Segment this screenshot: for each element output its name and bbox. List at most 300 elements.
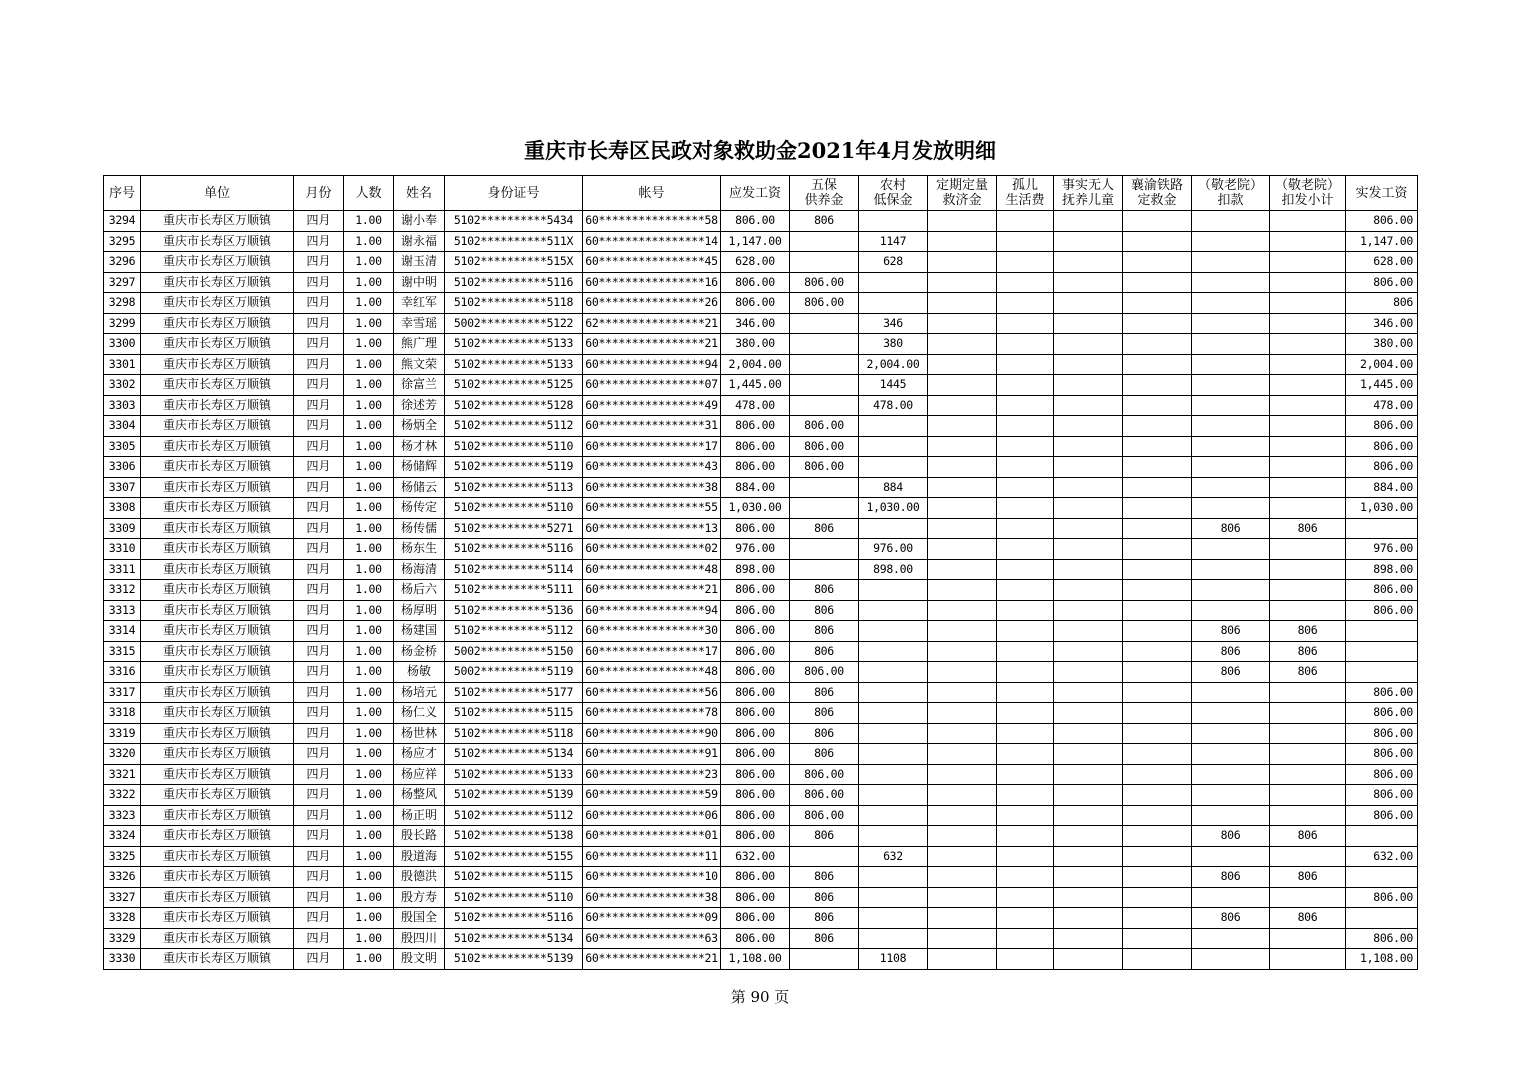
table-cell: 5102**********5155 <box>445 846 583 867</box>
table-cell: 四月 <box>294 600 344 621</box>
table-cell: 幸红军 <box>394 293 445 314</box>
table-cell: 5102**********5110 <box>445 498 583 519</box>
table-cell: 1.00 <box>344 744 394 765</box>
table-cell: 5102**********5138 <box>445 826 583 847</box>
table-cell: 1.00 <box>344 887 394 908</box>
table-cell: 806 <box>790 908 859 929</box>
table-cell <box>997 580 1054 601</box>
table-cell <box>1054 457 1123 478</box>
table-cell <box>997 436 1054 457</box>
table-cell: 60****************31 <box>583 416 721 437</box>
table-cell: 806.00 <box>1346 580 1418 601</box>
table-row <box>104 641 1418 662</box>
table-row <box>104 723 1418 744</box>
table-cell: 5102**********5177 <box>445 682 583 703</box>
table-row <box>104 600 1418 621</box>
table-cell <box>859 867 928 888</box>
table-cell: 3317 <box>104 682 141 703</box>
table-cell <box>1054 682 1123 703</box>
table-cell: 5102**********5115 <box>445 703 583 724</box>
table-cell: 3303 <box>104 395 141 416</box>
table-cell <box>1346 518 1418 539</box>
table-row <box>104 887 1418 908</box>
table-cell: 806 <box>1270 518 1346 539</box>
table-cell <box>1054 334 1123 355</box>
table-cell: 四月 <box>294 826 344 847</box>
table-cell: 5102**********5139 <box>445 785 583 806</box>
table-cell: 3296 <box>104 252 141 273</box>
table-cell: 熊文荣 <box>394 354 445 375</box>
table-cell <box>1192 498 1270 519</box>
table-cell: 四月 <box>294 846 344 867</box>
table-cell: 3299 <box>104 313 141 334</box>
table-cell <box>1270 436 1346 457</box>
table-cell: 2,004.00 <box>1346 354 1418 375</box>
table-cell: 806.00 <box>1346 785 1418 806</box>
table-cell: 重庆市长寿区万顺镇 <box>141 436 294 457</box>
table-cell: 重庆市长寿区万顺镇 <box>141 949 294 970</box>
table-cell: 5102**********5112 <box>445 621 583 642</box>
table-cell: 四月 <box>294 334 344 355</box>
table-cell: 3306 <box>104 457 141 478</box>
table-cell: 806.00 <box>790 457 859 478</box>
table-cell <box>1054 211 1123 232</box>
table-cell <box>1192 272 1270 293</box>
table-cell <box>997 518 1054 539</box>
table-cell <box>1192 457 1270 478</box>
table-cell: 四月 <box>294 539 344 560</box>
relief-fund-table <box>103 175 1418 970</box>
table-cell: 806 <box>790 826 859 847</box>
table-cell <box>928 498 997 519</box>
table-cell <box>859 887 928 908</box>
table-cell: 殷文明 <box>394 949 445 970</box>
table-cell <box>1054 436 1123 457</box>
table-cell: 60****************21 <box>583 949 721 970</box>
table-row <box>104 416 1418 437</box>
table-cell <box>1192 846 1270 867</box>
table-cell <box>1270 682 1346 703</box>
table-cell <box>1054 354 1123 375</box>
table-cell <box>997 395 1054 416</box>
table-cell: 四月 <box>294 211 344 232</box>
table-cell: 1.00 <box>344 293 394 314</box>
table-cell: 重庆市长寿区万顺镇 <box>141 600 294 621</box>
table-row <box>104 518 1418 539</box>
table-cell: 杨传定 <box>394 498 445 519</box>
table-cell <box>1270 539 1346 560</box>
table-cell: 806 <box>790 682 859 703</box>
table-cell <box>928 744 997 765</box>
table-cell: 重庆市长寿区万顺镇 <box>141 211 294 232</box>
table-cell: 806 <box>1346 293 1418 314</box>
table-cell: 谢玉清 <box>394 252 445 273</box>
table-cell: 5102**********5116 <box>445 539 583 560</box>
table-cell <box>1054 477 1123 498</box>
table-cell: 1.00 <box>344 908 394 929</box>
table-cell: 四月 <box>294 293 344 314</box>
table-cell: 806 <box>790 928 859 949</box>
table-cell: 60****************38 <box>583 477 721 498</box>
table-cell: 806 <box>1270 908 1346 929</box>
table-cell: 628.00 <box>1346 252 1418 273</box>
table-cell: 3322 <box>104 785 141 806</box>
table-row <box>104 744 1418 765</box>
table-cell <box>928 416 997 437</box>
table-cell: 1.00 <box>344 559 394 580</box>
table-cell: 806 <box>790 887 859 908</box>
table-row <box>104 949 1418 970</box>
table-cell: 3327 <box>104 887 141 908</box>
header-row <box>104 176 1418 211</box>
table-cell <box>997 826 1054 847</box>
table-cell <box>1123 334 1192 355</box>
table-cell: 976.00 <box>859 539 928 560</box>
table-cell <box>1123 723 1192 744</box>
table-cell <box>1123 477 1192 498</box>
table-row <box>104 334 1418 355</box>
table-cell: 806.00 <box>1346 600 1418 621</box>
table-cell: 3315 <box>104 641 141 662</box>
table-cell <box>1123 785 1192 806</box>
table-cell: 1.00 <box>344 498 394 519</box>
table-cell: 幸雪瑶 <box>394 313 445 334</box>
table-cell: 806.00 <box>721 600 790 621</box>
table-cell: 四月 <box>294 887 344 908</box>
table-cell: 重庆市长寿区万顺镇 <box>141 375 294 396</box>
table-cell: 杨整风 <box>394 785 445 806</box>
table-cell <box>928 662 997 683</box>
table-cell: 重庆市长寿区万顺镇 <box>141 252 294 273</box>
table-cell: 1.00 <box>344 457 394 478</box>
table-cell: 1.00 <box>344 662 394 683</box>
table-cell <box>1270 723 1346 744</box>
table-cell: 380 <box>859 334 928 355</box>
table-cell: 1.00 <box>344 600 394 621</box>
table-cell <box>1123 764 1192 785</box>
table-cell: 60****************90 <box>583 723 721 744</box>
table-cell: 重庆市长寿区万顺镇 <box>141 477 294 498</box>
table-cell: 976.00 <box>721 539 790 560</box>
table-cell: 四月 <box>294 928 344 949</box>
table-cell: 杨建国 <box>394 621 445 642</box>
table-cell <box>1054 744 1123 765</box>
table-cell <box>997 867 1054 888</box>
table-row <box>104 928 1418 949</box>
table-cell <box>1270 703 1346 724</box>
table-cell: 重庆市长寿区万顺镇 <box>141 662 294 683</box>
table-cell: 杨正明 <box>394 805 445 826</box>
table-cell: 806 <box>790 744 859 765</box>
table-cell <box>859 272 928 293</box>
table-cell <box>859 908 928 929</box>
table-cell <box>1270 313 1346 334</box>
table-cell: 60****************56 <box>583 682 721 703</box>
table-cell <box>1123 457 1192 478</box>
table-cell <box>997 682 1054 703</box>
table-cell <box>928 334 997 355</box>
table-cell: 1,147.00 <box>1346 231 1418 252</box>
table-cell <box>1123 293 1192 314</box>
table-cell <box>1270 375 1346 396</box>
table-cell: 806 <box>1192 621 1270 642</box>
table-cell <box>1054 252 1123 273</box>
table-cell <box>928 293 997 314</box>
table-cell: 5102**********5434 <box>445 211 583 232</box>
table-row <box>104 498 1418 519</box>
table-cell: 884.00 <box>721 477 790 498</box>
table-cell <box>997 477 1054 498</box>
column-header: 月份 <box>294 176 344 211</box>
table-cell: 60****************30 <box>583 621 721 642</box>
table-cell <box>928 908 997 929</box>
table-cell <box>1346 867 1418 888</box>
table-cell <box>1054 826 1123 847</box>
table-cell <box>859 518 928 539</box>
table-cell <box>1270 395 1346 416</box>
table-row <box>104 457 1418 478</box>
table-cell <box>790 231 859 252</box>
table-cell: 806.00 <box>721 764 790 785</box>
table-cell: 346.00 <box>721 313 790 334</box>
table-cell <box>790 395 859 416</box>
table-cell <box>928 764 997 785</box>
table-cell: 3325 <box>104 846 141 867</box>
table-cell: 杨厚明 <box>394 600 445 621</box>
table-cell: 1.00 <box>344 764 394 785</box>
table-cell <box>1192 785 1270 806</box>
table-cell <box>1054 928 1123 949</box>
table-cell: 60****************07 <box>583 375 721 396</box>
table-cell <box>1123 375 1192 396</box>
table-cell <box>997 949 1054 970</box>
table-cell <box>997 764 1054 785</box>
table-cell: 806 <box>790 211 859 232</box>
table-cell <box>859 805 928 826</box>
table-cell <box>1192 744 1270 765</box>
table-cell <box>1270 785 1346 806</box>
table-cell <box>1192 539 1270 560</box>
table-cell: 898.00 <box>721 559 790 580</box>
table-cell: 806.00 <box>790 293 859 314</box>
table-cell: 806 <box>790 518 859 539</box>
table-row <box>104 313 1418 334</box>
table-row <box>104 231 1418 252</box>
table-cell <box>1054 580 1123 601</box>
table-cell: 5102**********5118 <box>445 293 583 314</box>
table-cell <box>1123 252 1192 273</box>
table-cell: 3310 <box>104 539 141 560</box>
table-cell <box>928 231 997 252</box>
column-header: 定期定量 救济金 <box>928 176 997 211</box>
table-cell <box>1123 600 1192 621</box>
table-cell <box>997 805 1054 826</box>
table-cell: 60****************11 <box>583 846 721 867</box>
table-cell: 谢小奉 <box>394 211 445 232</box>
table-cell <box>928 354 997 375</box>
table-cell: 重庆市长寿区万顺镇 <box>141 887 294 908</box>
table-cell <box>859 785 928 806</box>
table-row <box>104 477 1418 498</box>
table-row <box>104 621 1418 642</box>
table-cell: 杨炳全 <box>394 416 445 437</box>
table-cell: 四月 <box>294 231 344 252</box>
table-cell <box>1123 908 1192 929</box>
table-cell: 杨金桥 <box>394 641 445 662</box>
table-cell <box>1123 867 1192 888</box>
table-cell: 380.00 <box>1346 334 1418 355</box>
table-cell: 杨应祥 <box>394 764 445 785</box>
column-header: （敬老院） 扣发小计 <box>1270 176 1346 211</box>
table-cell <box>1270 416 1346 437</box>
table-cell: 杨储辉 <box>394 457 445 478</box>
table-cell: 1445 <box>859 375 928 396</box>
table-cell: 1.00 <box>344 518 394 539</box>
table-cell <box>1123 621 1192 642</box>
table-cell <box>1346 908 1418 929</box>
table-row <box>104 785 1418 806</box>
table-cell: 806.00 <box>721 826 790 847</box>
table-cell <box>1270 211 1346 232</box>
table-cell: 806.00 <box>790 272 859 293</box>
table-cell: 628 <box>859 252 928 273</box>
table-cell: 1.00 <box>344 436 394 457</box>
table-row <box>104 293 1418 314</box>
table-cell <box>928 826 997 847</box>
table-cell <box>928 580 997 601</box>
table-cell: 806 <box>1270 826 1346 847</box>
table-cell: 5102**********5110 <box>445 436 583 457</box>
table-cell: 重庆市长寿区万顺镇 <box>141 539 294 560</box>
table-cell: 1.00 <box>344 928 394 949</box>
table-cell <box>1192 231 1270 252</box>
table-cell: 2,004.00 <box>859 354 928 375</box>
table-cell: 5102**********5111 <box>445 580 583 601</box>
table-cell: 5102**********5271 <box>445 518 583 539</box>
column-header: 襄渝铁路 定救金 <box>1123 176 1192 211</box>
table-cell: 3318 <box>104 703 141 724</box>
table-cell: 60****************16 <box>583 272 721 293</box>
table-cell: 806.00 <box>721 293 790 314</box>
table-cell <box>859 580 928 601</box>
table-cell: 熊广理 <box>394 334 445 355</box>
table-cell <box>1054 764 1123 785</box>
table-cell: 806.00 <box>790 662 859 683</box>
table-cell <box>1192 764 1270 785</box>
table-cell: 60****************63 <box>583 928 721 949</box>
table-cell <box>1270 498 1346 519</box>
table-cell <box>1192 805 1270 826</box>
table-cell <box>1346 662 1418 683</box>
table-cell: 3311 <box>104 559 141 580</box>
table-cell <box>928 928 997 949</box>
table-cell: 重庆市长寿区万顺镇 <box>141 518 294 539</box>
table-cell: 60****************10 <box>583 867 721 888</box>
column-header: （敬老院） 扣款 <box>1192 176 1270 211</box>
table-cell: 806.00 <box>1346 805 1418 826</box>
table-cell <box>1054 539 1123 560</box>
table-cell: 5002**********5150 <box>445 641 583 662</box>
table-cell: 1.00 <box>344 354 394 375</box>
table-cell <box>1054 867 1123 888</box>
table-cell: 5102**********5125 <box>445 375 583 396</box>
table-cell: 806.00 <box>721 641 790 662</box>
table-cell <box>1123 354 1192 375</box>
table-cell: 806.00 <box>1346 211 1418 232</box>
table-cell: 杨海清 <box>394 559 445 580</box>
table-row <box>104 662 1418 683</box>
table-cell: 806 <box>790 621 859 642</box>
table-cell: 478.00 <box>859 395 928 416</box>
table-cell: 重庆市长寿区万顺镇 <box>141 826 294 847</box>
table-cell <box>997 375 1054 396</box>
table-cell <box>997 211 1054 232</box>
table-cell <box>1054 559 1123 580</box>
table-cell: 重庆市长寿区万顺镇 <box>141 641 294 662</box>
column-header: 身份证号 <box>445 176 583 211</box>
table-cell <box>1270 949 1346 970</box>
table-cell <box>1123 682 1192 703</box>
table-cell <box>1054 846 1123 867</box>
table-cell: 3328 <box>104 908 141 929</box>
table-cell: 3295 <box>104 231 141 252</box>
table-cell: 5102**********5112 <box>445 805 583 826</box>
table-cell <box>928 559 997 580</box>
table-cell <box>1192 928 1270 949</box>
table-cell: 四月 <box>294 805 344 826</box>
table-cell: 806.00 <box>721 887 790 908</box>
table-cell: 四月 <box>294 744 344 765</box>
table-cell: 806 <box>790 723 859 744</box>
table-cell: 3308 <box>104 498 141 519</box>
table-cell: 806 <box>1192 867 1270 888</box>
table-cell: 806.00 <box>721 785 790 806</box>
table-cell: 杨后六 <box>394 580 445 601</box>
table-cell <box>997 908 1054 929</box>
table-cell: 806.00 <box>790 805 859 826</box>
table-cell <box>1346 621 1418 642</box>
table-cell: 1.00 <box>344 826 394 847</box>
table-cell: 3305 <box>104 436 141 457</box>
table-cell: 3323 <box>104 805 141 826</box>
table-cell: 5102**********5139 <box>445 949 583 970</box>
table-cell: 1.00 <box>344 477 394 498</box>
table-cell: 60****************49 <box>583 395 721 416</box>
table-cell: 1.00 <box>344 416 394 437</box>
table-cell: 重庆市长寿区万顺镇 <box>141 416 294 437</box>
table-cell <box>928 785 997 806</box>
table-cell: 60****************21 <box>583 580 721 601</box>
table-cell: 殷国全 <box>394 908 445 929</box>
table-cell <box>1270 231 1346 252</box>
table-cell: 3319 <box>104 723 141 744</box>
table-row <box>104 354 1418 375</box>
table-cell: 60****************91 <box>583 744 721 765</box>
table-cell: 四月 <box>294 682 344 703</box>
table-cell: 重庆市长寿区万顺镇 <box>141 272 294 293</box>
table-cell <box>859 457 928 478</box>
table-cell <box>997 354 1054 375</box>
table-cell <box>1192 477 1270 498</box>
table-cell <box>928 313 997 334</box>
table-cell <box>790 313 859 334</box>
table-cell: 重庆市长寿区万顺镇 <box>141 313 294 334</box>
table-cell <box>1054 887 1123 908</box>
table-cell: 重庆市长寿区万顺镇 <box>141 334 294 355</box>
table-cell: 60****************06 <box>583 805 721 826</box>
table-cell: 杨应才 <box>394 744 445 765</box>
table-cell: 四月 <box>294 662 344 683</box>
